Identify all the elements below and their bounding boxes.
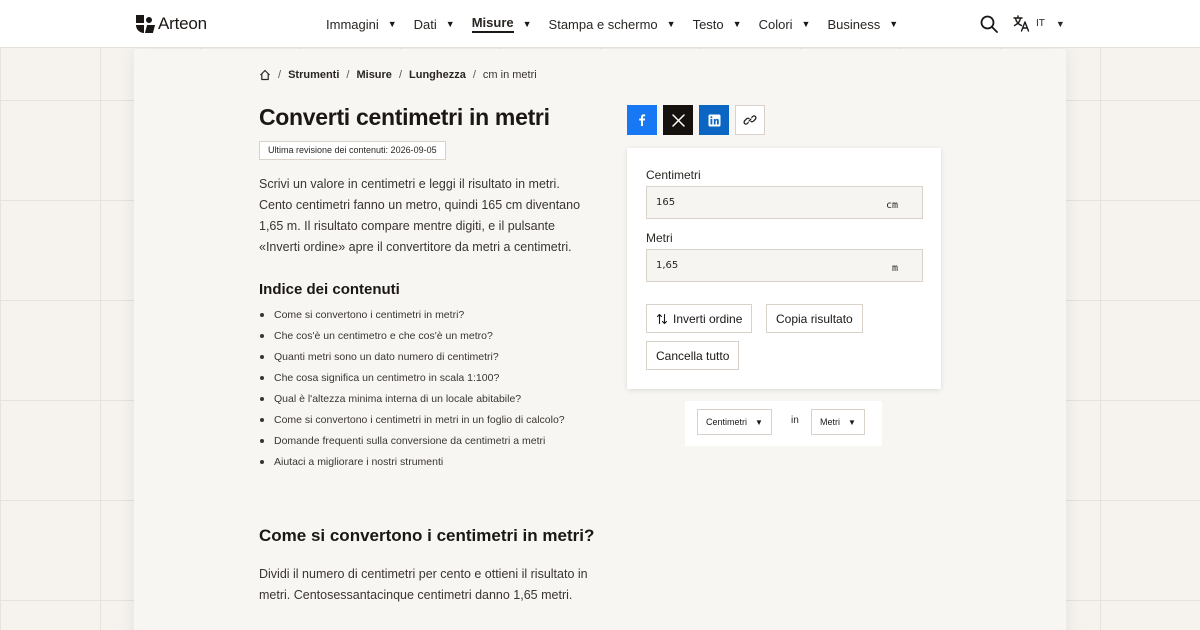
copy-result-button[interactable] [766, 304, 863, 333]
converter-card [627, 148, 941, 389]
intro-paragraph: Scrivi un valore in centimetri e leggi il risultato in metri. Cento centimetri fanno un metro, quindi 165 cm diventano 1,65 m. Il risultato compare mentre digiti, e il pulsante «Inverti ordine» apre il convertitore da metri a centimetri. [259, 177, 581, 254]
meters-input[interactable] [656, 250, 876, 281]
brand-logo[interactable] [136, 14, 207, 34]
swap-order-button[interactable] [646, 304, 752, 333]
unit-selector-bar [685, 401, 882, 446]
toc-item[interactable]: Quanti metri sono un dato numero di centimetri? [259, 349, 565, 370]
brand-logo-icon [136, 15, 154, 33]
share-linkedin-button[interactable] [699, 105, 729, 135]
unit-connector: in [791, 415, 799, 426]
swap-order-label: Inverti ordine [673, 311, 743, 326]
breadcrumb-separator: / [472, 69, 476, 81]
nav-item-label: Immagini [326, 16, 379, 32]
to-unit-select[interactable] [811, 409, 865, 435]
nav-item-testo[interactable] [693, 0, 742, 48]
caret-down-icon: ▼ [848, 417, 856, 427]
share-buttons [627, 105, 765, 135]
caret-down-icon: ▼ [666, 19, 676, 29]
caret-down-icon: ▼ [889, 19, 899, 29]
share-x-button[interactable] [663, 105, 693, 135]
nav-item-immagini[interactable] [326, 0, 397, 48]
link-icon [743, 113, 757, 127]
revision-badge: Ultima revisione dei contenuti: 2026-09-05 [259, 141, 446, 160]
nav-item-business[interactable] [827, 0, 898, 48]
centimeters-unit: cm [885, 200, 898, 211]
breadcrumb-separator: / [398, 69, 402, 81]
breadcrumb [259, 69, 537, 81]
toc-title: Indice dei contenuti [259, 281, 400, 298]
breadcrumb-separator: / [278, 69, 282, 81]
nav-item-stampa-e-schermo[interactable] [549, 0, 676, 48]
breadcrumb-item-misure[interactable]: Misure [356, 69, 392, 81]
brand-name: Arteon [158, 14, 207, 33]
caret-down-icon: ▼ [755, 417, 763, 427]
caret-down-icon: ▼ [445, 19, 455, 29]
swap-vertical-icon [656, 313, 668, 325]
nav-item-misure[interactable] [472, 0, 532, 48]
facebook-icon [635, 113, 649, 127]
breadcrumb-current: cm in metri [482, 69, 537, 81]
meters-unit: m [891, 263, 898, 274]
nav-item-colori[interactable] [759, 0, 811, 48]
toc-item[interactable]: Come si convertono i centimetri in metri? [259, 307, 565, 328]
toc-item[interactable]: Domande frequenti sulla conversione da centimetri a metri [259, 433, 565, 454]
nav-item-label: Misure [472, 15, 514, 33]
clear-all-button[interactable] [646, 341, 739, 370]
language-code: IT [1036, 18, 1045, 29]
toc-item[interactable]: Come si convertono i centimetri in metri in un foglio di calcolo? [259, 412, 565, 433]
copy-link-button[interactable] [735, 105, 765, 135]
page-title: Converti centimetri in metri [259, 104, 550, 130]
main-nav [326, 0, 915, 48]
nav-item-label: Dati [413, 16, 437, 32]
language-switcher[interactable] [1013, 15, 1065, 32]
breadcrumb-item-lunghezza[interactable]: Lunghezza [409, 69, 466, 81]
table-of-contents [259, 307, 565, 475]
breadcrumb-separator: / [346, 69, 350, 81]
top-navigation-bar [0, 0, 1200, 48]
translate-icon [1013, 15, 1030, 32]
search-button[interactable] [979, 14, 999, 34]
nav-item-label: Colori [758, 16, 793, 32]
clear-all-label: Cancella tutto [656, 348, 730, 363]
to-unit-value: Metri [820, 417, 840, 427]
share-facebook-button[interactable] [627, 105, 657, 135]
caret-down-icon: ▼ [801, 19, 811, 29]
nav-item-label: Testo [692, 16, 724, 32]
nav-item-label: Stampa e schermo [548, 16, 658, 32]
toc-item[interactable]: Che cos'è un centimetro e che cos'è un metro? [259, 328, 565, 349]
linkedin-icon [708, 114, 721, 127]
nav-item-label: Business [827, 16, 881, 32]
centimeters-field-wrapper [646, 186, 923, 219]
from-unit-select[interactable] [697, 409, 772, 435]
toc-item[interactable]: Che cosa significa un centimetro in scala 1:100? [259, 370, 565, 391]
caret-down-icon: ▼ [732, 19, 742, 29]
section-title: Come si convertono i centimetri in metri? [259, 526, 595, 545]
toc-item[interactable]: Aiutaci a migliorare i nostri strumenti [259, 454, 565, 475]
centimeters-input[interactable] [656, 187, 876, 218]
home-icon[interactable] [259, 69, 271, 81]
nav-item-dati[interactable] [414, 0, 455, 48]
copy-result-label: Copia risultato [776, 311, 853, 326]
search-icon [979, 14, 999, 34]
centimeters-label: Centimetri [646, 168, 701, 182]
section-paragraph: Dividi il numero di centimetri per cento e ottieni il risultato in metri. Centosessantacinque centimetri danno 1,65 metri. [259, 567, 588, 602]
breadcrumb-item-strumenti[interactable]: Strumenti [288, 69, 340, 81]
caret-down-icon: ▼ [1055, 18, 1065, 29]
content-sheet [134, 49, 1066, 630]
toc-item[interactable]: Qual è l'altezza minima interna di un locale abitabile? [259, 391, 565, 412]
meters-label: Metri [646, 231, 673, 245]
meters-field-wrapper [646, 249, 923, 282]
from-unit-value: Centimetri [706, 417, 748, 427]
caret-down-icon: ▼ [387, 19, 397, 29]
x-icon [672, 114, 685, 127]
caret-down-icon: ▼ [522, 19, 532, 29]
